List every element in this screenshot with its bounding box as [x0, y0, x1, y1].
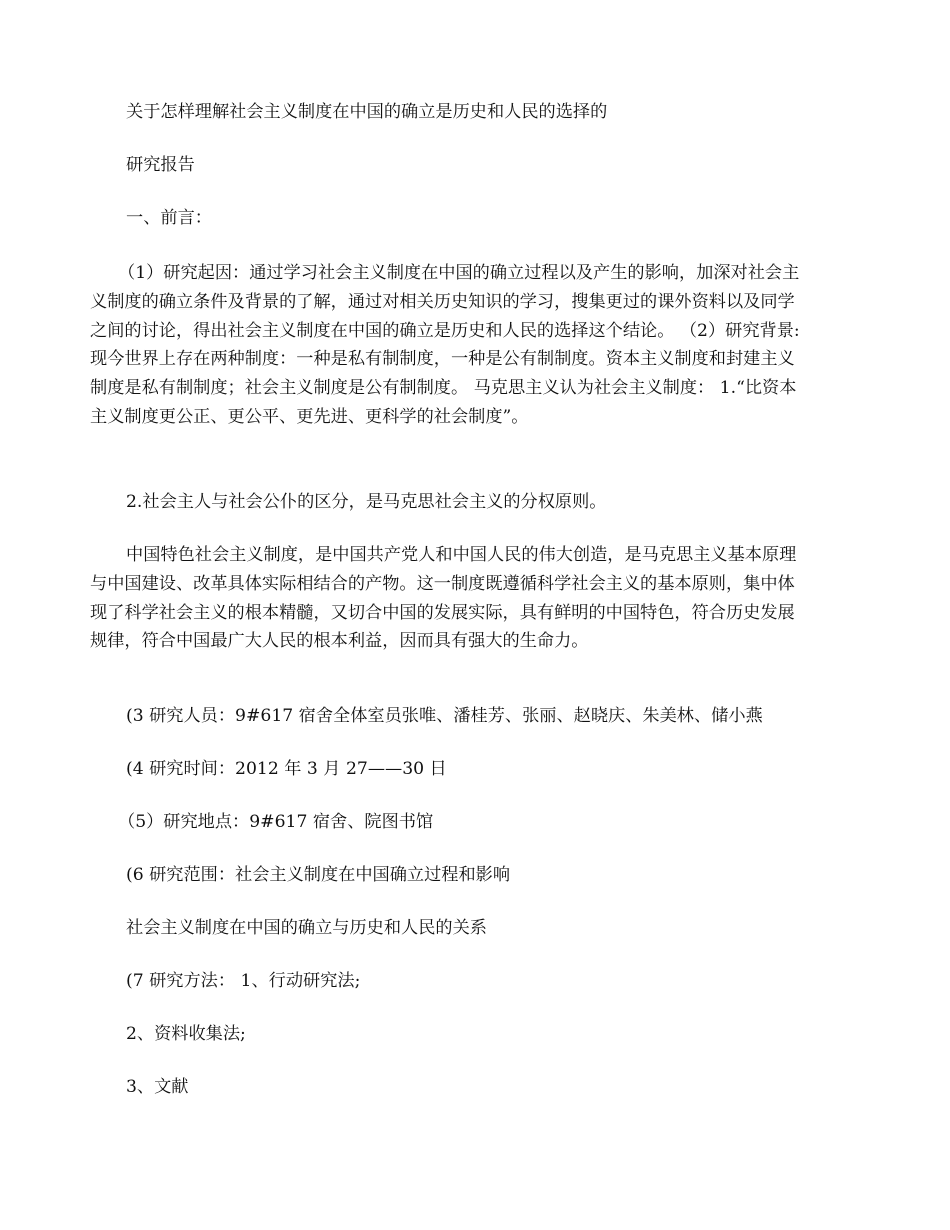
title-line-1: 关于怎样理解社会主义制度在中国的确立是历史和人民的选择的 — [126, 102, 608, 122]
paragraph-line: 与中国建设、改革具体实际相结合的产物。这一制度既遵循科学社会主义的基本原则，集中体 — [90, 573, 795, 594]
item-research-time: (4 研究时间：2012 年 3 月 27——30 日 — [126, 759, 447, 779]
title-line-2: 研究报告 — [126, 155, 195, 175]
item-research-method: (7 研究方法： 1、行动研究法; — [126, 971, 361, 991]
paragraph-line: 制度是私有制制度；社会主义制度是公有制制度。 马克思主义认为社会主义制度： 1.“比资本 — [90, 378, 797, 399]
paragraph-line: 义制度的确立条件及背景的了解，通过对相关历史知识的学习，搜集更过的课外资料以及同学 — [90, 291, 795, 312]
item-research-scope: (6 研究范围：社会主义制度在中国确立过程和影响 — [126, 865, 511, 885]
paragraph-line: 现今世界上存在两种制度：一种是私有制制度，一种是公有制制度。资本主义制度和封建主义 — [90, 349, 795, 370]
item-researchers: (3 研究人员：9#617 宿舍全体室员张唯、潘桂芳、张丽、赵晓庆、朱美林、储小燕 — [126, 706, 763, 726]
paragraph-line: 中国特色社会主义制度，是中国共产党人和中国人民的伟大创造，是马克思主义基本原理 — [126, 545, 797, 565]
paragraph-line: 主义制度更公正、更公平、更先进、更科学的社会制度”。 — [90, 406, 529, 427]
paragraph-principle: 2.社会主人与社会公仆的区分，是马克思社会主义的分权原则。 — [126, 492, 607, 512]
section-heading-preface: 一、前言： — [126, 208, 212, 228]
item-research-location: （5）研究地点：9#617 宿舍、院图书馆 — [118, 812, 434, 832]
paragraph-research-cause — [90, 259, 860, 432]
item-method-2: 2、资料收集法; — [126, 1024, 246, 1044]
paragraph-chinese-socialism — [90, 541, 860, 656]
paragraph-line: 现了科学社会主义的根本精髓，又切合中国的发展实际，具有鲜明的中国特色，符合历史发展 — [90, 602, 795, 623]
paragraph-line: 规律，符合中国最广大人民的根本利益，因而具有强大的生命力。 — [90, 631, 589, 652]
paragraph-line: （1）研究起因：通过学习社会主义制度在中国的确立过程以及产生的影响，加深对社会主 — [118, 263, 800, 283]
paragraph-line: 之间的讨论，得出社会主义制度在中国的确立是历史和人民的选择这个结论。 （2）研究背景: — [90, 320, 800, 341]
item-method-3: 3、文献 — [126, 1077, 189, 1097]
item-research-scope-detail: 社会主义制度在中国的确立与历史和人民的关系 — [126, 918, 487, 938]
